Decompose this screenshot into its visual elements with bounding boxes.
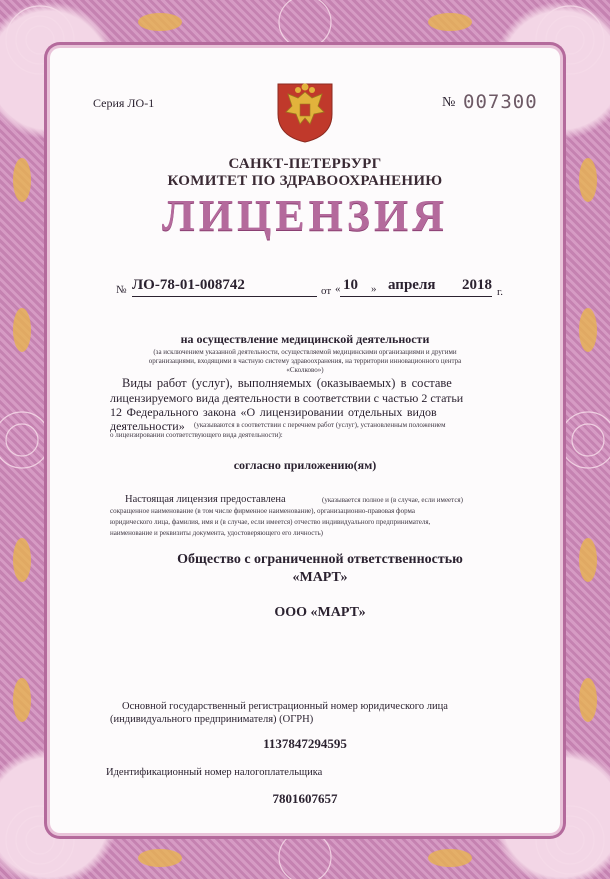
date-year-suffix: г. [497, 286, 504, 298]
date-quote-open: « [335, 283, 341, 295]
works-line-1: Виды работ (услуг), выполняемых (оказываемых) в составе [122, 376, 452, 390]
date-underline [340, 296, 492, 297]
granted-line-1-note: (указывается полное и (в случае, если имеется) [322, 496, 463, 504]
registration-number: ЛО-78-01-008742 [132, 277, 245, 293]
works-line-5-note: о лицензировании соответствующего вида деятельности): [110, 431, 283, 439]
registration-number-underline [132, 296, 317, 297]
per-appendix: согласно приложению(ям) [233, 458, 377, 472]
form-number-prefix: № [442, 95, 456, 110]
works-line-4-note: (указываются в соответствии с перечнем работ (услуг), установленным положением [194, 421, 446, 429]
works-line-2: лицензируемого вида деятельности в соответствии с частью 2 статьи [110, 391, 464, 405]
authority-city: САНКТ-ПЕТЕРБУРГ [228, 156, 382, 172]
granted-line-1-main: Настоящая лицензия предоставлена [125, 494, 286, 505]
date-day: 10 [343, 277, 358, 293]
coat-of-arms-icon [274, 80, 336, 144]
document-title: ЛИЦЕНЗИЯ [161, 191, 449, 240]
date-month: апреля [388, 277, 436, 293]
series-label: Серия ЛО-1 [93, 96, 155, 110]
works-line-4-main: деятельности» [110, 419, 185, 433]
form-number: 007300 [463, 91, 538, 113]
activity-note-line-3: «Сколково») [286, 366, 324, 374]
date-from-label: от [321, 285, 332, 297]
ogrn-label-line-2: (индивидуального предпринимателя) (ОГРН) [110, 714, 314, 725]
ogrn-value: 1137847294595 [263, 736, 347, 751]
date-year: 2018 [462, 277, 492, 293]
ogrn-label-line-1: Основной государственный регистрационный номер юридического лица [122, 701, 448, 712]
organization-full-name-line-1: Общество с ограниченной ответственностью [177, 552, 463, 567]
authority-committee: КОМИТЕТ ПО ЗДРАВООХРАНЕНИЮ [167, 173, 443, 189]
inn-label: Идентификационный номер налогоплательщика [106, 767, 323, 778]
granted-line-4: наименование и реквизиты документа, удостоверяющего его личность) [110, 529, 323, 537]
inn-value: 7801607657 [272, 791, 338, 806]
granted-line-2: сокращенное наименование (в том числе фирменное наименование), организационно-правовая форма [110, 507, 415, 515]
date-quote-close: » [371, 283, 377, 295]
activity-heading: на осуществление медицинской деятельности [180, 332, 430, 346]
works-line-3: 12 Федерального закона «О лицензировании отдельных видов [110, 405, 437, 419]
granted-line-3: юридического лица, фамилия, имя и (в случае, если имеется) отчество индивидуального предпринимателя, [110, 518, 431, 526]
activity-note-line-2: организациями, входящими в частную систему здравоохранения, на территории инновационного центра [148, 357, 462, 365]
activity-note-line-1: (за исключением указанной деятельности, осуществляемой медицинскими организациями и другими [153, 348, 457, 356]
organization-short-name: ООО «МАРТ» [274, 605, 366, 620]
registration-number-label: № [116, 284, 127, 296]
organization-full-name-line-2: «МАРТ» [292, 570, 348, 585]
